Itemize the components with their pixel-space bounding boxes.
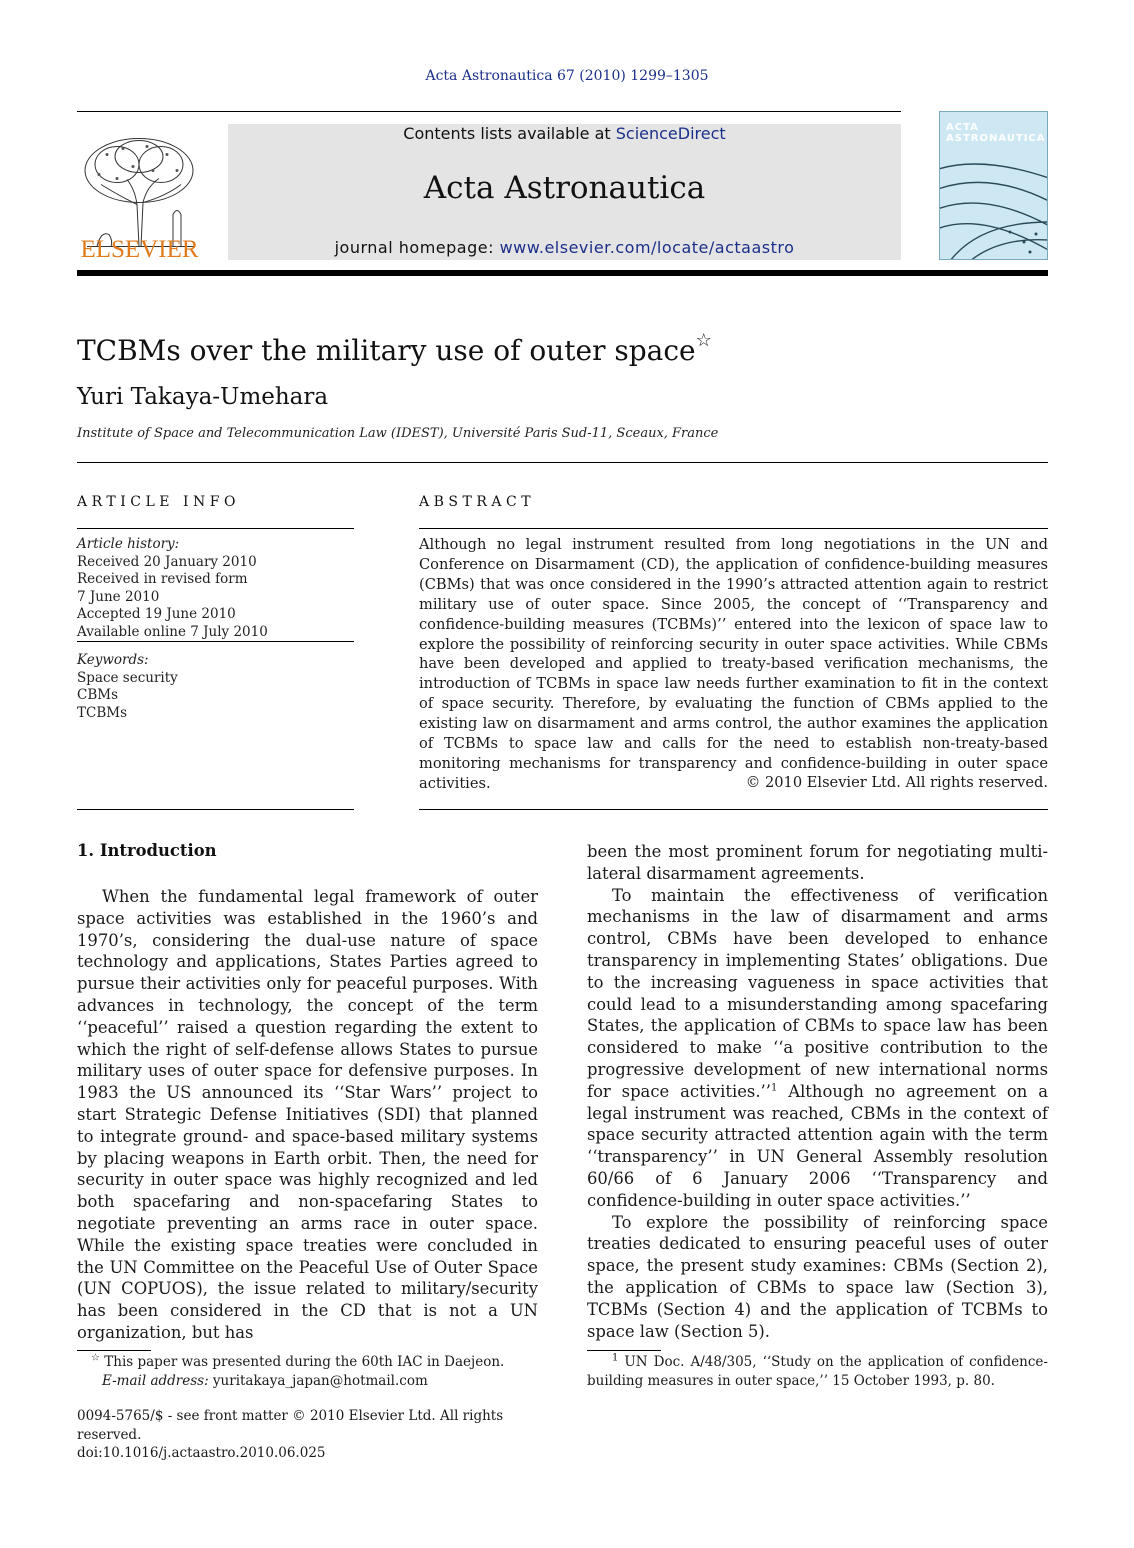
paragraph-text: To maintain the effectiveness of verification mechanisms in the law of disarmament and arms control, CBMs have been developed to enhance transparency in implementing States’ obligations. Due to the increasing vagueness in space activities that could lead to a misunderstanding among spacefaring States, the application of CBMs to space law has been considered to make ‘‘a positive contribution to the progressive development of new international norms for space activities.’’ xyxy=(587,885,1048,1101)
paragraph: been the most prominent forum for negotiating multilateral disarmament agreements. xyxy=(587,842,1048,883)
history-revised-label: Received in revised form xyxy=(77,571,248,588)
star-footnote-icon: ☆ xyxy=(91,1352,100,1364)
section-heading-introduction: 1. Introduction xyxy=(77,841,217,860)
header-thick-rule xyxy=(77,270,1048,276)
contents-prefix: Contents lists available at xyxy=(403,124,616,143)
body-right-column xyxy=(587,841,1048,1342)
paragraph: To explore the possibility of reinforcing space treaties dedicated to ensuring peaceful uses of outer space, the present study examines: CBMs (Section 2), the application of CBMs to space law (Section 3), TCBMs (Section 4) and the application of TCBMs to space law (Section 5). xyxy=(587,1212,1048,1341)
abstract-rule-bottom xyxy=(419,809,1048,810)
front-matter xyxy=(77,1407,557,1463)
footnote-star-text: This paper was presented during the 60th IAC in Daejeon. xyxy=(99,1354,505,1370)
cover-title: ACTA ASTRONAUTICA xyxy=(946,122,1046,144)
article-history xyxy=(77,536,354,642)
paragraph xyxy=(587,885,1048,1212)
keyword[interactable]: TCBMs xyxy=(77,704,128,721)
paragraph: When the fundamental legal framework of outer space activities was established in the 1960’s and 1970’s, considering the dual-use nature of space technology and applications, States Parties agreed to pursue their activities only for peaceful purposes. With advances in technology, the concept of the term ‘‘peaceful’’ raised a question regarding the extent to which the right of self-defense allows States to pursue military uses of outer space for defensive purposes. In 1983 the US announced its ‘‘Star Wars’’ project to start Strategic Defense Initiatives (SDI) that planned to integrate ground- and space-based military systems by placing weapons in Earth orbit. Then, the need for security in outer space was highly recognized and led both spacefaring and non-spacefaring States to negotiate preventing an arms race in outer space. While the existing space treaties were concluded in the UN Committee on the Peaceful Use of Outer Space (UN COPUOS), the issue related to military/security has been considered in the CD that is not a UN organization, but has xyxy=(77,887,538,1342)
article-info-rule-bottom xyxy=(77,809,354,810)
history-received: Received 20 January 2010 xyxy=(77,553,257,570)
title-divider xyxy=(77,462,1048,463)
paragraph-text: Although no agreement on a legal instrument was reached, CBMs in the context of space security attracted attention again with the term ‘‘transparency’’ in UN General Assembly resolution 60/66 of 6 January 2006 ‘‘Transparency and confidence-building in outer space activities.’’ xyxy=(587,1081,1048,1210)
article-info-rule-mid xyxy=(77,641,354,642)
journal-banner xyxy=(228,124,901,260)
author-affiliation: Institute of Space and Telecommunication Law (IDEST), Université Paris Sud-11, Sceaux, France xyxy=(77,426,719,441)
journal-name: Acta Astronautica xyxy=(423,170,706,206)
abstract-heading: ABSTRACT xyxy=(419,494,536,510)
homepage-prefix: journal homepage: xyxy=(334,238,500,257)
footnotes-left xyxy=(77,1353,538,1390)
keywords xyxy=(77,652,354,722)
article-info-rule-top xyxy=(77,528,354,529)
abstract-text: Although no legal instrument resulted from long negotiations in the UN and Conference on Disarmament (CD), the application of confidence-building measures (CBMs) that was once considered in the 1990’s attracted attention again to restrict military use of outer space. Since 2005, the concept of ‘‘Transparency and confidence-building measures (TCBMs)’’ entered into the lexicon of space law to explore the possibility of reinforcing security in outer space activities. While CBMs have been developed and applied to treaty-based verification mechanisms, the introduction of TCBMs in space law needs further examination to fit in the context of space security. Therefore, by evaluating the function of CBMs applied to the existing law on disarmament and arms control, the author examines the application of TCBMs to space law and calls for the need to establish non-treaty-based monitoring mechanisms for transparency and confidence-building in outer space activities. xyxy=(419,536,1048,792)
journal-homepage-link[interactable]: www.elsevier.com/locate/actaastro xyxy=(499,238,795,257)
footnote-1-text: UN Doc. A/48/305, ‘‘Study on the application of confidence-building measures in outer space,’’ 15 October 1993, p. 80. xyxy=(587,1354,1048,1389)
email-label: E-mail address: xyxy=(102,1372,209,1389)
footnote-rule-left xyxy=(77,1350,151,1351)
keyword[interactable]: CBMs xyxy=(77,687,119,704)
issn-line: 0094-5765/$ - see front matter © 2010 Elsevier Ltd. All rights reserved. xyxy=(77,1408,504,1443)
journal-citation[interactable]: Acta Astronautica 67 (2010) 1299–1305 xyxy=(425,68,709,84)
keywords-label: Keywords: xyxy=(77,652,149,668)
journal-cover-thumbnail xyxy=(939,111,1048,260)
article-info-heading: ARTICLE INFO xyxy=(77,494,240,510)
footnote-1 xyxy=(587,1353,1048,1390)
homepage-line xyxy=(228,238,901,257)
history-label: Article history: xyxy=(77,536,180,552)
history-revised-date: 7 June 2010 xyxy=(77,588,160,605)
publisher-wordmark: ELSEVIER xyxy=(80,236,199,263)
footnote-ref[interactable]: 1 xyxy=(770,1082,778,1094)
sciencedirect-link[interactable]: ScienceDirect xyxy=(615,124,726,143)
contents-line xyxy=(228,124,901,143)
author-email-link[interactable]: yuritakaya_japan@hotmail.com xyxy=(208,1372,428,1389)
footnote-rule-right xyxy=(587,1350,661,1351)
author-name[interactable]: Yuri Takaya-Umehara xyxy=(77,384,329,410)
body-left-column xyxy=(77,886,538,1344)
header-rule xyxy=(77,111,901,112)
article-title-text: TCBMs over the military use of outer space xyxy=(77,334,696,367)
abstract-rule-top xyxy=(419,528,1048,529)
keyword[interactable]: Space security xyxy=(77,669,178,686)
history-online: Available online 7 July 2010 xyxy=(77,623,268,640)
cover-orbit-art xyxy=(940,112,1048,260)
doi-link[interactable]: doi:10.1016/j.actaastro.2010.06.025 xyxy=(77,1445,326,1461)
history-accepted: Accepted 19 June 2010 xyxy=(77,606,236,623)
title-footnote-star-icon[interactable]: ☆ xyxy=(695,330,712,351)
article-title xyxy=(77,330,712,367)
abstract-copyright: © 2010 Elsevier Ltd. All rights reserved. xyxy=(745,774,1048,791)
footnote-1-marker: 1 xyxy=(612,1352,619,1364)
